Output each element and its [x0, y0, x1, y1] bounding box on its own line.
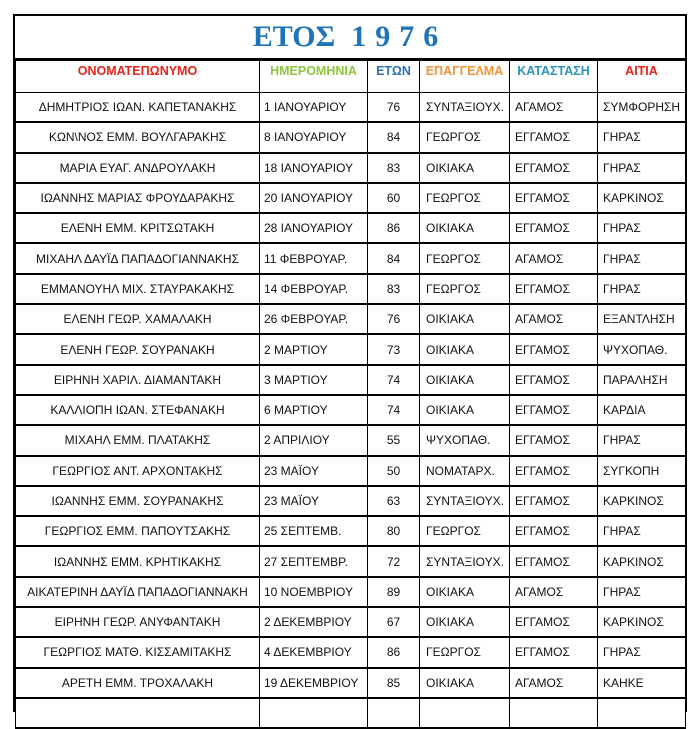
cell-age: 60: [368, 183, 420, 213]
cell-cause: ΓΗΡΑΣ: [598, 577, 686, 607]
table-row: [16, 456, 686, 486]
table-row: [16, 516, 686, 546]
cell-age: 76: [368, 304, 420, 334]
cell-name: ΕΛΕΝΗ ΓΕΩΡ. ΧΑΜΑΛΑΚΗ: [16, 304, 260, 334]
header-occupation: ΕΠΑΓΓΕΛΜΑ: [420, 61, 510, 93]
cell-status: ΕΓΓΑΜΟΣ: [510, 213, 598, 243]
cell-status: ΕΓΓΑΜΟΣ: [510, 546, 598, 576]
cell-name: ΕΛΕΝΗ ΓΕΩΡ. ΣΟΥΡΑΝΑΚΗ: [16, 334, 260, 364]
cell-name: ΚΑΛΛΙΟΠΗ ΙΩΑΝ. ΣΤΕΦΑΝΑΚΗ: [16, 395, 260, 425]
table-row: [16, 243, 686, 273]
cell-occupation: [420, 698, 510, 728]
cell-age: 83: [368, 153, 420, 183]
cell-cause: ΠΑΡΑΛΗΣΗ: [598, 365, 686, 395]
table-row: [16, 668, 686, 698]
cell-cause: ΚΑΡΚΙΝΟΣ: [598, 607, 686, 637]
cell-date: 19 ΔΕΚΕΜΒΡΙΟΥ: [260, 668, 368, 698]
cell-status: ΕΓΓΑΜΟΣ: [510, 425, 598, 455]
cell-status: ΕΓΓΑΜΟΣ: [510, 183, 598, 213]
table-row: [16, 93, 686, 123]
cell-cause: ΕΞΑΝΤΛΗΣΗ: [598, 304, 686, 334]
cell-occupation: ΟΙΚΙΑΚΑ: [420, 304, 510, 334]
cell-age: 55: [368, 425, 420, 455]
cell-cause: ΣΥΓΚΟΠΗ: [598, 456, 686, 486]
header-age: ΕΤΩΝ: [368, 61, 420, 93]
cell-name: ΕΛΕΝΗ ΕΜΜ. ΚΡΙΤΣΩΤΑΚΗ: [16, 213, 260, 243]
cell-occupation: ΓΕΩΡΓΟΣ: [420, 274, 510, 304]
table-row: [16, 486, 686, 516]
cell-age: 72: [368, 546, 420, 576]
cell-cause: ΚΑΗΚΕ: [598, 668, 686, 698]
cell-status: ΕΓΓΑΜΟΣ: [510, 516, 598, 546]
cell-age: 83: [368, 274, 420, 304]
cell-cause: ΚΑΡΚΙΝΟΣ: [598, 546, 686, 576]
cell-date: 11 ΦΕΒΡΟΥΑΡ.: [260, 243, 368, 273]
header-row: [16, 61, 686, 93]
cell-date: 4 ΔΕΚΕΜΒΡΙΟΥ: [260, 637, 368, 667]
cell-date: 25 ΣΕΠΤΕΜΒ.: [260, 516, 368, 546]
table-row: [16, 365, 686, 395]
table-row: [16, 425, 686, 455]
cell-occupation: ΟΙΚΙΑΚΑ: [420, 365, 510, 395]
cell-status: ΕΓΓΑΜΟΣ: [510, 456, 598, 486]
cell-occupation: ΓΕΩΡΓΟΣ: [420, 122, 510, 152]
cell-occupation: ΣΥΝΤΑΞΙΟΥΧ.: [420, 486, 510, 516]
cell-date: 8 ΙΑΝΟΥΑΡΙΟΥ: [260, 122, 368, 152]
cell-status: ΕΓΓΑΜΟΣ: [510, 637, 598, 667]
cell-status: ΑΓΑΜΟΣ: [510, 304, 598, 334]
table-row: [16, 274, 686, 304]
cell-occupation: ΓΕΩΡΓΟΣ: [420, 183, 510, 213]
cell-occupation: ΟΙΚΙΑΚΑ: [420, 153, 510, 183]
cell-date: 6 ΜΑΡΤΙΟΥ: [260, 395, 368, 425]
cell-date: 1 ΙΑΝΟΥΑΡΙΟΥ: [260, 93, 368, 123]
table-row: [16, 153, 686, 183]
records-table: [15, 60, 686, 729]
cell-status: ΕΓΓΑΜΟΣ: [510, 365, 598, 395]
cell-occupation: ΟΙΚΙΑΚΑ: [420, 334, 510, 364]
header-date: ΗΜΕΡΟΜΗΝΙΑ: [260, 61, 368, 93]
cell-cause: [598, 698, 686, 728]
cell-name: ΜΙΧΑΗΛ ΔΑΥΪΔ ΠΑΠΑΔΟΓΙΑΝΝΑΚΗΣ: [16, 243, 260, 273]
cell-cause: ΚΑΡΔΙΑ: [598, 395, 686, 425]
cell-name: ΓΕΩΡΓΙΟΣ ΑΝΤ. ΑΡΧΟΝΤΑΚΗΣ: [16, 456, 260, 486]
cell-date: [260, 698, 368, 728]
cell-name: ΚΩΝ\ΝΟΣ ΕΜΜ. ΒΟΥΛΓΑΡΑΚΗΣ: [16, 122, 260, 152]
cell-occupation: ΟΙΚΙΑΚΑ: [420, 213, 510, 243]
cell-age: 76: [368, 93, 420, 123]
cell-date: 2 ΑΠΡΙΛΙΟΥ: [260, 425, 368, 455]
cell-name: [16, 698, 260, 728]
cell-age: 74: [368, 365, 420, 395]
cell-status: ΑΓΑΜΟΣ: [510, 93, 598, 123]
cell-occupation: ΨΥΧΟΠΑΘ.: [420, 425, 510, 455]
cell-date: 28 ΙΑΝΟΥΑΡΙΟΥ: [260, 213, 368, 243]
table-row: [16, 304, 686, 334]
cell-name: ΜΑΡΙΑ ΕΥΑΓ. ΑΝΔΡΟΥΛΑΚΗ: [16, 153, 260, 183]
cell-cause: ΚΑΡΚΙΝΟΣ: [598, 486, 686, 516]
cell-name: ΜΙΧΑΗΛ ΕΜΜ. ΠΛΑΤΑΚΗΣ: [16, 425, 260, 455]
cell-age: 85: [368, 668, 420, 698]
cell-age: [368, 698, 420, 728]
cell-age: 67: [368, 607, 420, 637]
cell-occupation: ΟΙΚΙΑΚΑ: [420, 577, 510, 607]
cell-age: 80: [368, 516, 420, 546]
cell-name: ΕΙΡΗΝΗ ΧΑΡΙΛ. ΔΙΑΜΑΝΤΑΚΗ: [16, 365, 260, 395]
table-row: [16, 607, 686, 637]
table-row: [16, 213, 686, 243]
cell-status: ΑΓΑΜΟΣ: [510, 243, 598, 273]
cell-status: ΕΓΓΑΜΟΣ: [510, 486, 598, 516]
cell-age: 86: [368, 637, 420, 667]
cell-name: ΑΡΕΤΗ ΕΜΜ. ΤΡΟΧΑΛΑΚΗ: [16, 668, 260, 698]
cell-cause: ΓΗΡΑΣ: [598, 637, 686, 667]
cell-cause: ΓΗΡΑΣ: [598, 122, 686, 152]
cell-cause: ΓΗΡΑΣ: [598, 274, 686, 304]
cell-date: 2 ΜΑΡΤΙΟΥ: [260, 334, 368, 364]
cell-date: 23 ΜΑΪΟΥ: [260, 486, 368, 516]
cell-date: 14 ΦΕΒΡΟΥΑΡ.: [260, 274, 368, 304]
cell-name: ΓΕΩΡΓΙΟΣ ΕΜΜ. ΠΑΠΟΥΤΣΑΚΗΣ: [16, 516, 260, 546]
cell-date: 27 ΣΕΠΤΕΜΒΡ.: [260, 546, 368, 576]
cell-status: ΕΓΓΑΜΟΣ: [510, 153, 598, 183]
cell-age: 63: [368, 486, 420, 516]
cell-occupation: ΣΥΝΤΑΞΙΟΥΧ.: [420, 93, 510, 123]
cell-name: ΙΩΑΝΝΗΣ ΜΑΡΙΑΣ ΦΡΟΥΔΑΡΑΚΗΣ: [16, 183, 260, 213]
cell-status: ΕΓΓΑΜΟΣ: [510, 607, 598, 637]
header-name: ΟΝΟΜΑΤΕΠΩΝΥΜΟ: [16, 61, 260, 93]
table-row: [16, 577, 686, 607]
title-label: ΕΤΟΣ: [252, 20, 336, 53]
cell-status: ΑΓΑΜΟΣ: [510, 577, 598, 607]
cell-status: ΕΓΓΑΜΟΣ: [510, 122, 598, 152]
page-title: [15, 16, 685, 60]
cell-cause: ΚΑΡΚΙΝΟΣ: [598, 183, 686, 213]
cell-status: ΕΓΓΑΜΟΣ: [510, 395, 598, 425]
table-row: [16, 395, 686, 425]
table-row: [16, 546, 686, 576]
cell-status: ΑΓΑΜΟΣ: [510, 668, 598, 698]
cell-cause: ΓΗΡΑΣ: [598, 243, 686, 273]
cell-date: 23 ΜΑΪΟΥ: [260, 456, 368, 486]
cell-status: ΕΓΓΑΜΟΣ: [510, 274, 598, 304]
cell-age: 74: [368, 395, 420, 425]
cell-date: 10 ΝΟΕΜΒΡΙΟΥ: [260, 577, 368, 607]
cell-cause: ΣΥΜΦΟΡΗΣΗ: [598, 93, 686, 123]
cell-occupation: ΟΙΚΙΑΚΑ: [420, 668, 510, 698]
cell-date: 20 ΙΑΝΟΥΑΡΙΟΥ: [260, 183, 368, 213]
cell-name: ΙΩΑΝΝΗΣ ΕΜΜ. ΚΡΗΤΙΚΑΚΗΣ: [16, 546, 260, 576]
cell-status: ΕΓΓΑΜΟΣ: [510, 334, 598, 364]
cell-cause: ΓΗΡΑΣ: [598, 516, 686, 546]
cell-date: 18 ΙΑΝΟΥΑΡΙΟΥ: [260, 153, 368, 183]
cell-cause: ΓΗΡΑΣ: [598, 213, 686, 243]
cell-age: 50: [368, 456, 420, 486]
cell-date: 2 ΔΕΚΕΜΒΡΙΟΥ: [260, 607, 368, 637]
cell-occupation: ΓΕΩΡΓΟΣ: [420, 637, 510, 667]
table-row: [16, 183, 686, 213]
cell-age: 73: [368, 334, 420, 364]
cell-status: [510, 698, 598, 728]
table-row: [16, 637, 686, 667]
cell-cause: ΓΗΡΑΣ: [598, 425, 686, 455]
cell-age: 84: [368, 243, 420, 273]
cell-name: ΙΩΑΝΝΗΣ ΕΜΜ. ΣΟΥΡΑΝΑΚΗΣ: [16, 486, 260, 516]
cell-occupation: ΓΕΩΡΓΟΣ: [420, 243, 510, 273]
cell-occupation: ΟΙΚΙΑΚΑ: [420, 607, 510, 637]
cell-name: ΓΕΩΡΓΙΟΣ ΜΑΤΘ. ΚΙΣΣΑΜΙΤΑΚΗΣ: [16, 637, 260, 667]
table-row: [16, 698, 686, 728]
cell-date: 26 ΦΕΒΡΟΥΑΡ.: [260, 304, 368, 334]
table-row: [16, 122, 686, 152]
cell-cause: ΨΥΧΟΠΑΘ.: [598, 334, 686, 364]
cell-age: 86: [368, 213, 420, 243]
cell-age: 89: [368, 577, 420, 607]
cell-name: ΑΙΚΑΤΕΡΙΝΗ ΔΑΥΪΔ ΠΑΠΑΔΟΓΙΑΝΝΑΚΗ: [16, 577, 260, 607]
header-status: ΚΑΤΑΣΤΑΣΗ: [510, 61, 598, 93]
cell-occupation: ΝΟΜΑΤΑΡΧ.: [420, 456, 510, 486]
cell-cause: ΓΗΡΑΣ: [598, 153, 686, 183]
cell-date: 3 ΜΑΡΤΙΟΥ: [260, 365, 368, 395]
cell-age: 84: [368, 122, 420, 152]
cell-occupation: ΣΥΝΤΑΞΙΟΥΧ.: [420, 546, 510, 576]
cell-occupation: ΓΕΩΡΓΟΣ: [420, 516, 510, 546]
cell-name: ΕΙΡΗΝΗ ΓΕΩΡ. ΑΝΥΦΑΝΤΑΚΗ: [16, 607, 260, 637]
record-sheet: [13, 14, 687, 712]
cell-name: ΔΗΜΗΤΡΙΟΣ ΙΩΑΝ. ΚΑΠΕΤΑΝΑΚΗΣ: [16, 93, 260, 123]
title-year: 1976: [351, 20, 448, 53]
header-cause: ΑΙΤΙΑ: [598, 61, 686, 93]
cell-name: ΕΜΜΑΝΟΥΗΛ ΜΙΧ. ΣΤΑΥΡΑΚΑΚΗΣ: [16, 274, 260, 304]
table-row: [16, 334, 686, 364]
cell-occupation: ΟΙΚΙΑΚΑ: [420, 395, 510, 425]
